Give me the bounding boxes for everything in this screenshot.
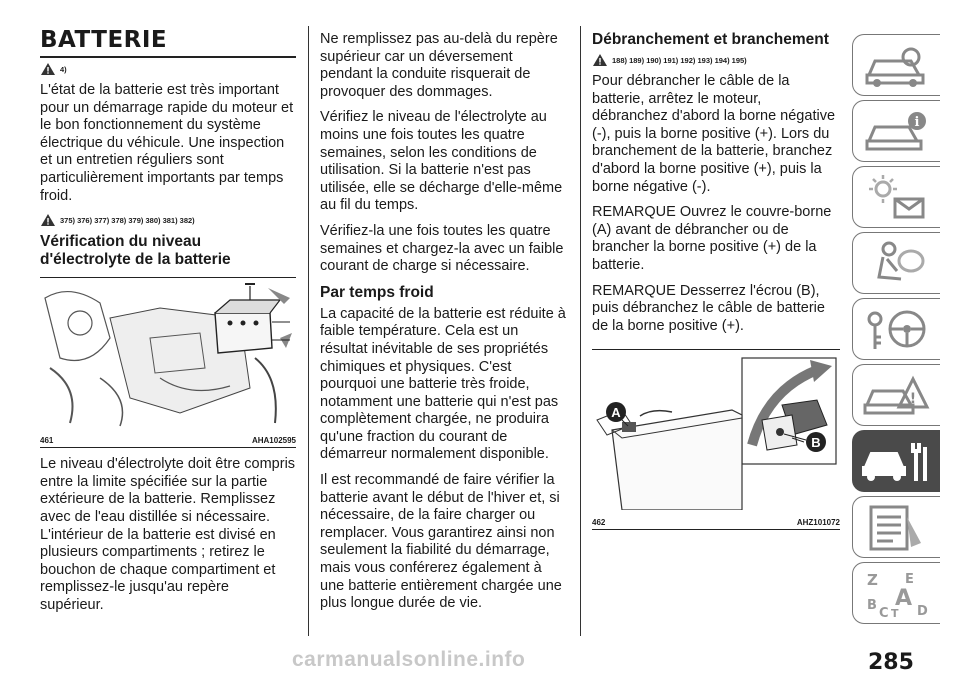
- figure-code: AHZ101072: [796, 518, 840, 528]
- warning-triangle-icon: [40, 213, 56, 227]
- paragraph-check-level: Vérifiez le niveau de l'électrolyte au moins une fois toutes les quatre semaines, selon les conditions de utilisation. Si la batterie n'est pas utilisée, elle se décharge d'elle-même au fil du temps.: [320, 109, 563, 214]
- warning-ref-text: 375) 376) 377) 378) 379) 380) 381) 382): [60, 215, 195, 225]
- battery-engine-bay-illustration: [40, 278, 296, 428]
- electrolyte-paragraph: Le niveau d'électrolyte doit être compris entre la limite spécifiée sur la partie extérieure de la batterie. Remplissez avec de l'eau distillée si nécessaire. L'intérieur de la batterie est divisé en plusieurs compartiments ; retirez le bouchon de chaque compartiment et remplissez-le jusqu'au repère supérieur.: [40, 456, 296, 613]
- tab-warning-lights[interactable]: [852, 166, 940, 228]
- figure-caption: [40, 433, 296, 448]
- airbag-seat-icon: [861, 239, 933, 289]
- warning-triangle-icon: [592, 53, 608, 67]
- svg-text:i: i: [914, 115, 920, 130]
- paragraph-overfill: Ne remplissez pas au-delà du repère supérieur car un déversement pendant la conduite risquerait de provoquer des dommages.: [320, 31, 558, 100]
- section-title: BATTERIE: [40, 27, 168, 53]
- tab-dashboard[interactable]: [852, 34, 940, 96]
- tab-emergency[interactable]: [852, 364, 940, 426]
- column-divider: [580, 26, 581, 636]
- paragraph-charge: Vérifiez-la une fois toutes les quatre semaines et chargez-la avec un faible courant de charge si nécessaire.: [320, 222, 564, 275]
- figure-number: 461: [40, 436, 54, 446]
- title-rule: [40, 56, 296, 58]
- column-divider: [308, 26, 309, 636]
- subheading-disconnect: Débranchement et branchement: [592, 31, 829, 48]
- subheading-cold-weather: Par temps froid: [320, 283, 434, 301]
- key-steering-icon: [861, 305, 933, 355]
- figure-462: [592, 349, 840, 530]
- page-number: 285: [868, 650, 914, 675]
- column-1: [40, 0, 296, 615]
- warning-ref-3: [592, 53, 840, 67]
- tab-starting-driving[interactable]: [852, 298, 940, 360]
- figure-number: 462: [592, 518, 606, 528]
- paragraph-winter-check: Il est recommandé de faire vérifier la batterie avant le début de l'hiver et, si nécessaire, de la faire charger ou remplacer. Vous garantirez ainsi non seulement la fiabilité du démarrage, mais vous conférerez également à une batterie entièrement chargée une plus longue durée de vie.: [320, 472, 562, 612]
- svg-text:!: !: [909, 391, 917, 407]
- index-letter: A: [895, 586, 913, 611]
- callout-b-label: B: [811, 435, 821, 451]
- warning-ref-1: [40, 62, 296, 76]
- warning-ref-text: 188) 189) 190) 191) 192) 193) 194) 195): [612, 55, 747, 65]
- tab-technical-data[interactable]: [852, 496, 940, 558]
- alphabetical-index-icon: [861, 569, 933, 619]
- index-letter: Z: [867, 571, 878, 589]
- index-letter: D: [917, 604, 928, 619]
- paragraph-cold-capacity: La capacité de la batterie est réduite à faible température. Cela est un résultat inévitable de ses propriétés chimiques et physiques. C'est pourquoi une batterie très froide, notamment une batterie qui n'est pas complètement chargée, ne produira qu'une fraction du courant de démarreur normalement disponible.: [320, 305, 566, 463]
- tab-safety[interactable]: [852, 232, 940, 294]
- warning-lights-icon: [861, 173, 933, 223]
- warning-ref-2: [40, 213, 296, 227]
- tab-index[interactable]: [852, 562, 940, 624]
- paragraph-note-cover: REMARQUE Ouvrez le couvre-borne (A) avant de débrancher ou de brancher la borne positive (+) de la batterie.: [592, 204, 832, 273]
- road-warning-icon: [861, 371, 933, 421]
- index-letter: B: [867, 598, 877, 613]
- figure-caption: [592, 515, 840, 530]
- intro-paragraph: L'état de la batterie est très important pour un démarrage rapide du moteur et le bon fonctionnement du système électrique du véhicule. Une inspection et un entretien réguliers sont particulièrement importants par temps froid.: [40, 82, 294, 204]
- warning-triangle-icon: [40, 62, 56, 76]
- car-service-icon: [861, 437, 933, 487]
- callout-a-label: A: [611, 405, 621, 421]
- column-2: [320, 31, 568, 613]
- paragraph-disconnect-order: Pour débrancher le câble de la batterie, arrêtez le moteur, débranchez d'abord la borne négative (-), puis la borne positive (+). Lors du branchement de la batterie, branchez d'abord la borne positive (+), puis la borne négative (-).: [592, 73, 836, 195]
- car-dashboard-icon: [861, 41, 933, 91]
- column-3: [592, 31, 840, 530]
- paragraph-note-nut: REMARQUE Desserrez l'écrou (B), puis débranchez le câble de batterie de la borne positive (+).: [592, 282, 825, 334]
- watermark: carmanualsonline.info: [292, 648, 526, 671]
- figure-461: [40, 277, 296, 448]
- battery-terminal-illustration: [592, 350, 840, 510]
- figure-code: AHA102595: [251, 436, 296, 446]
- index-letter: C: [879, 606, 889, 619]
- specifications-list-icon: [861, 503, 933, 553]
- subheading-electrolyte: Vérification du niveau d'électrolyte de la batterie: [40, 233, 231, 269]
- index-letter: E: [905, 572, 914, 587]
- car-info-icon: [861, 107, 933, 157]
- tab-servicing[interactable]: [852, 430, 940, 492]
- warning-ref-text: 4): [60, 64, 67, 74]
- index-letter: T: [891, 607, 899, 619]
- tab-car-info[interactable]: [852, 100, 940, 162]
